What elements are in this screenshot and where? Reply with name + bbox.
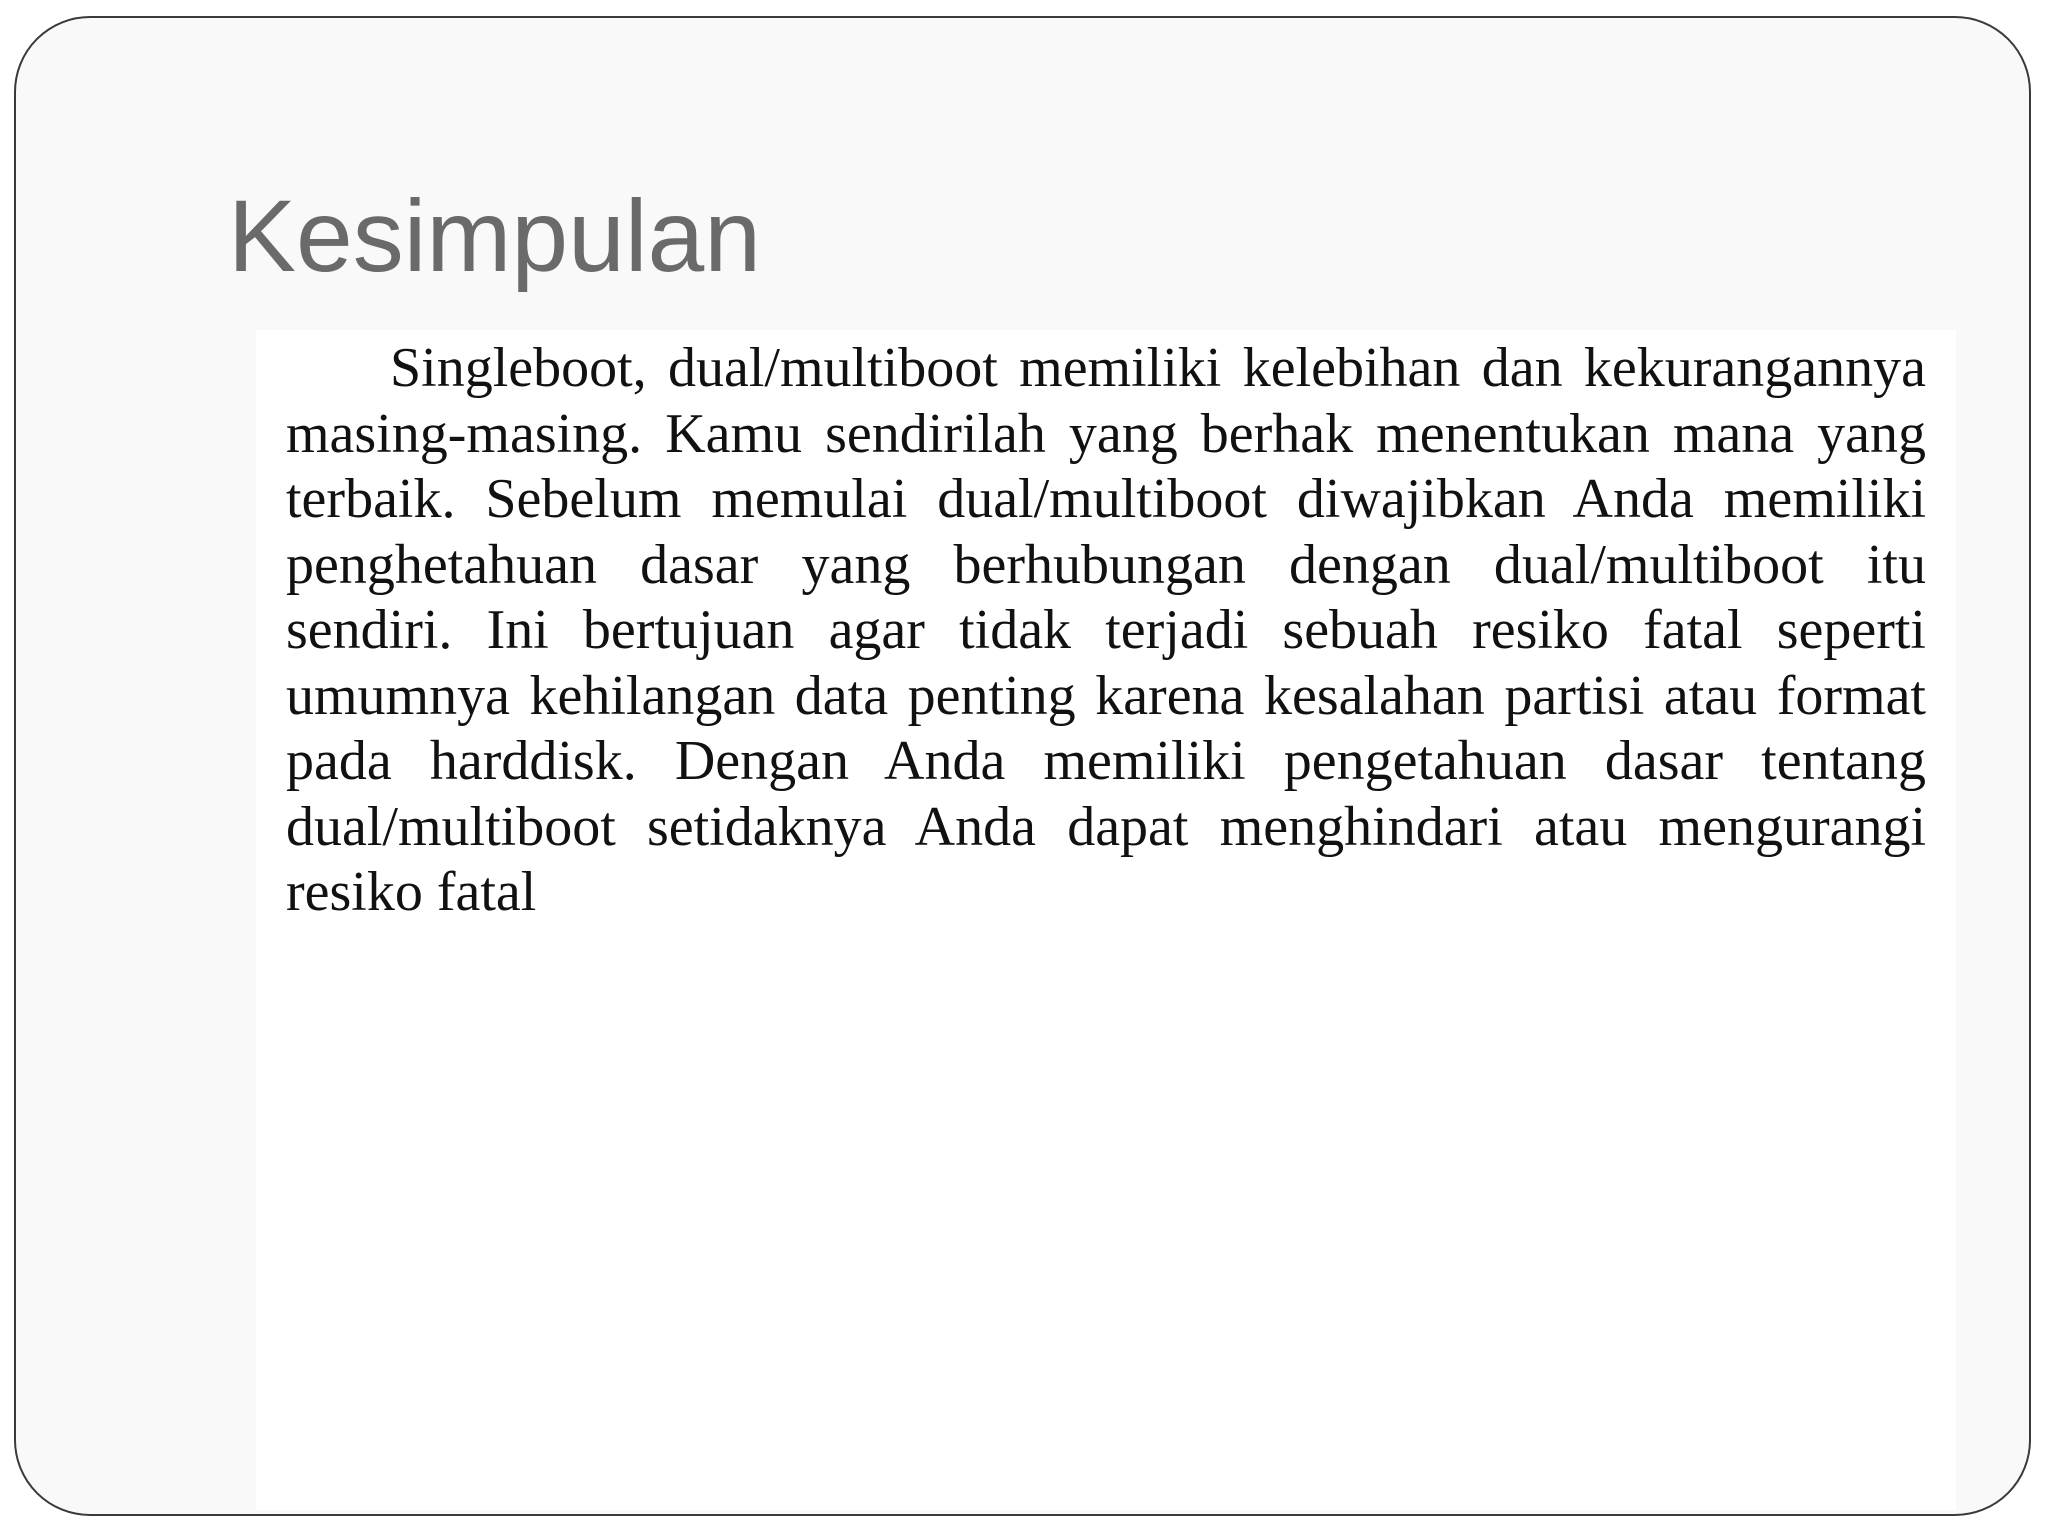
slide-title: Kesimpulan	[228, 179, 761, 293]
slide-body-text: Singleboot, dual/multiboot memiliki kelebihan dan kekurangannya masing-masing. Kamu sendirilah yang berhak menentukan mana yang terbaik. Sebelum memulai dual/multiboot diwajibkan Anda memiliki penghetahuan dasar yang berhubungan dengan dual/multiboot itu sendiri. Ini bertujuan agar tidak terjadi sebuah resiko fatal seperti umumnya kehilangan data penting karena kesalahan partisi atau format pada harddisk. Dengan Anda memiliki pengetahuan dasar tentang dual/multiboot setidaknya Anda dapat menghindari atau mengurangi resiko fatal	[286, 337, 1926, 923]
